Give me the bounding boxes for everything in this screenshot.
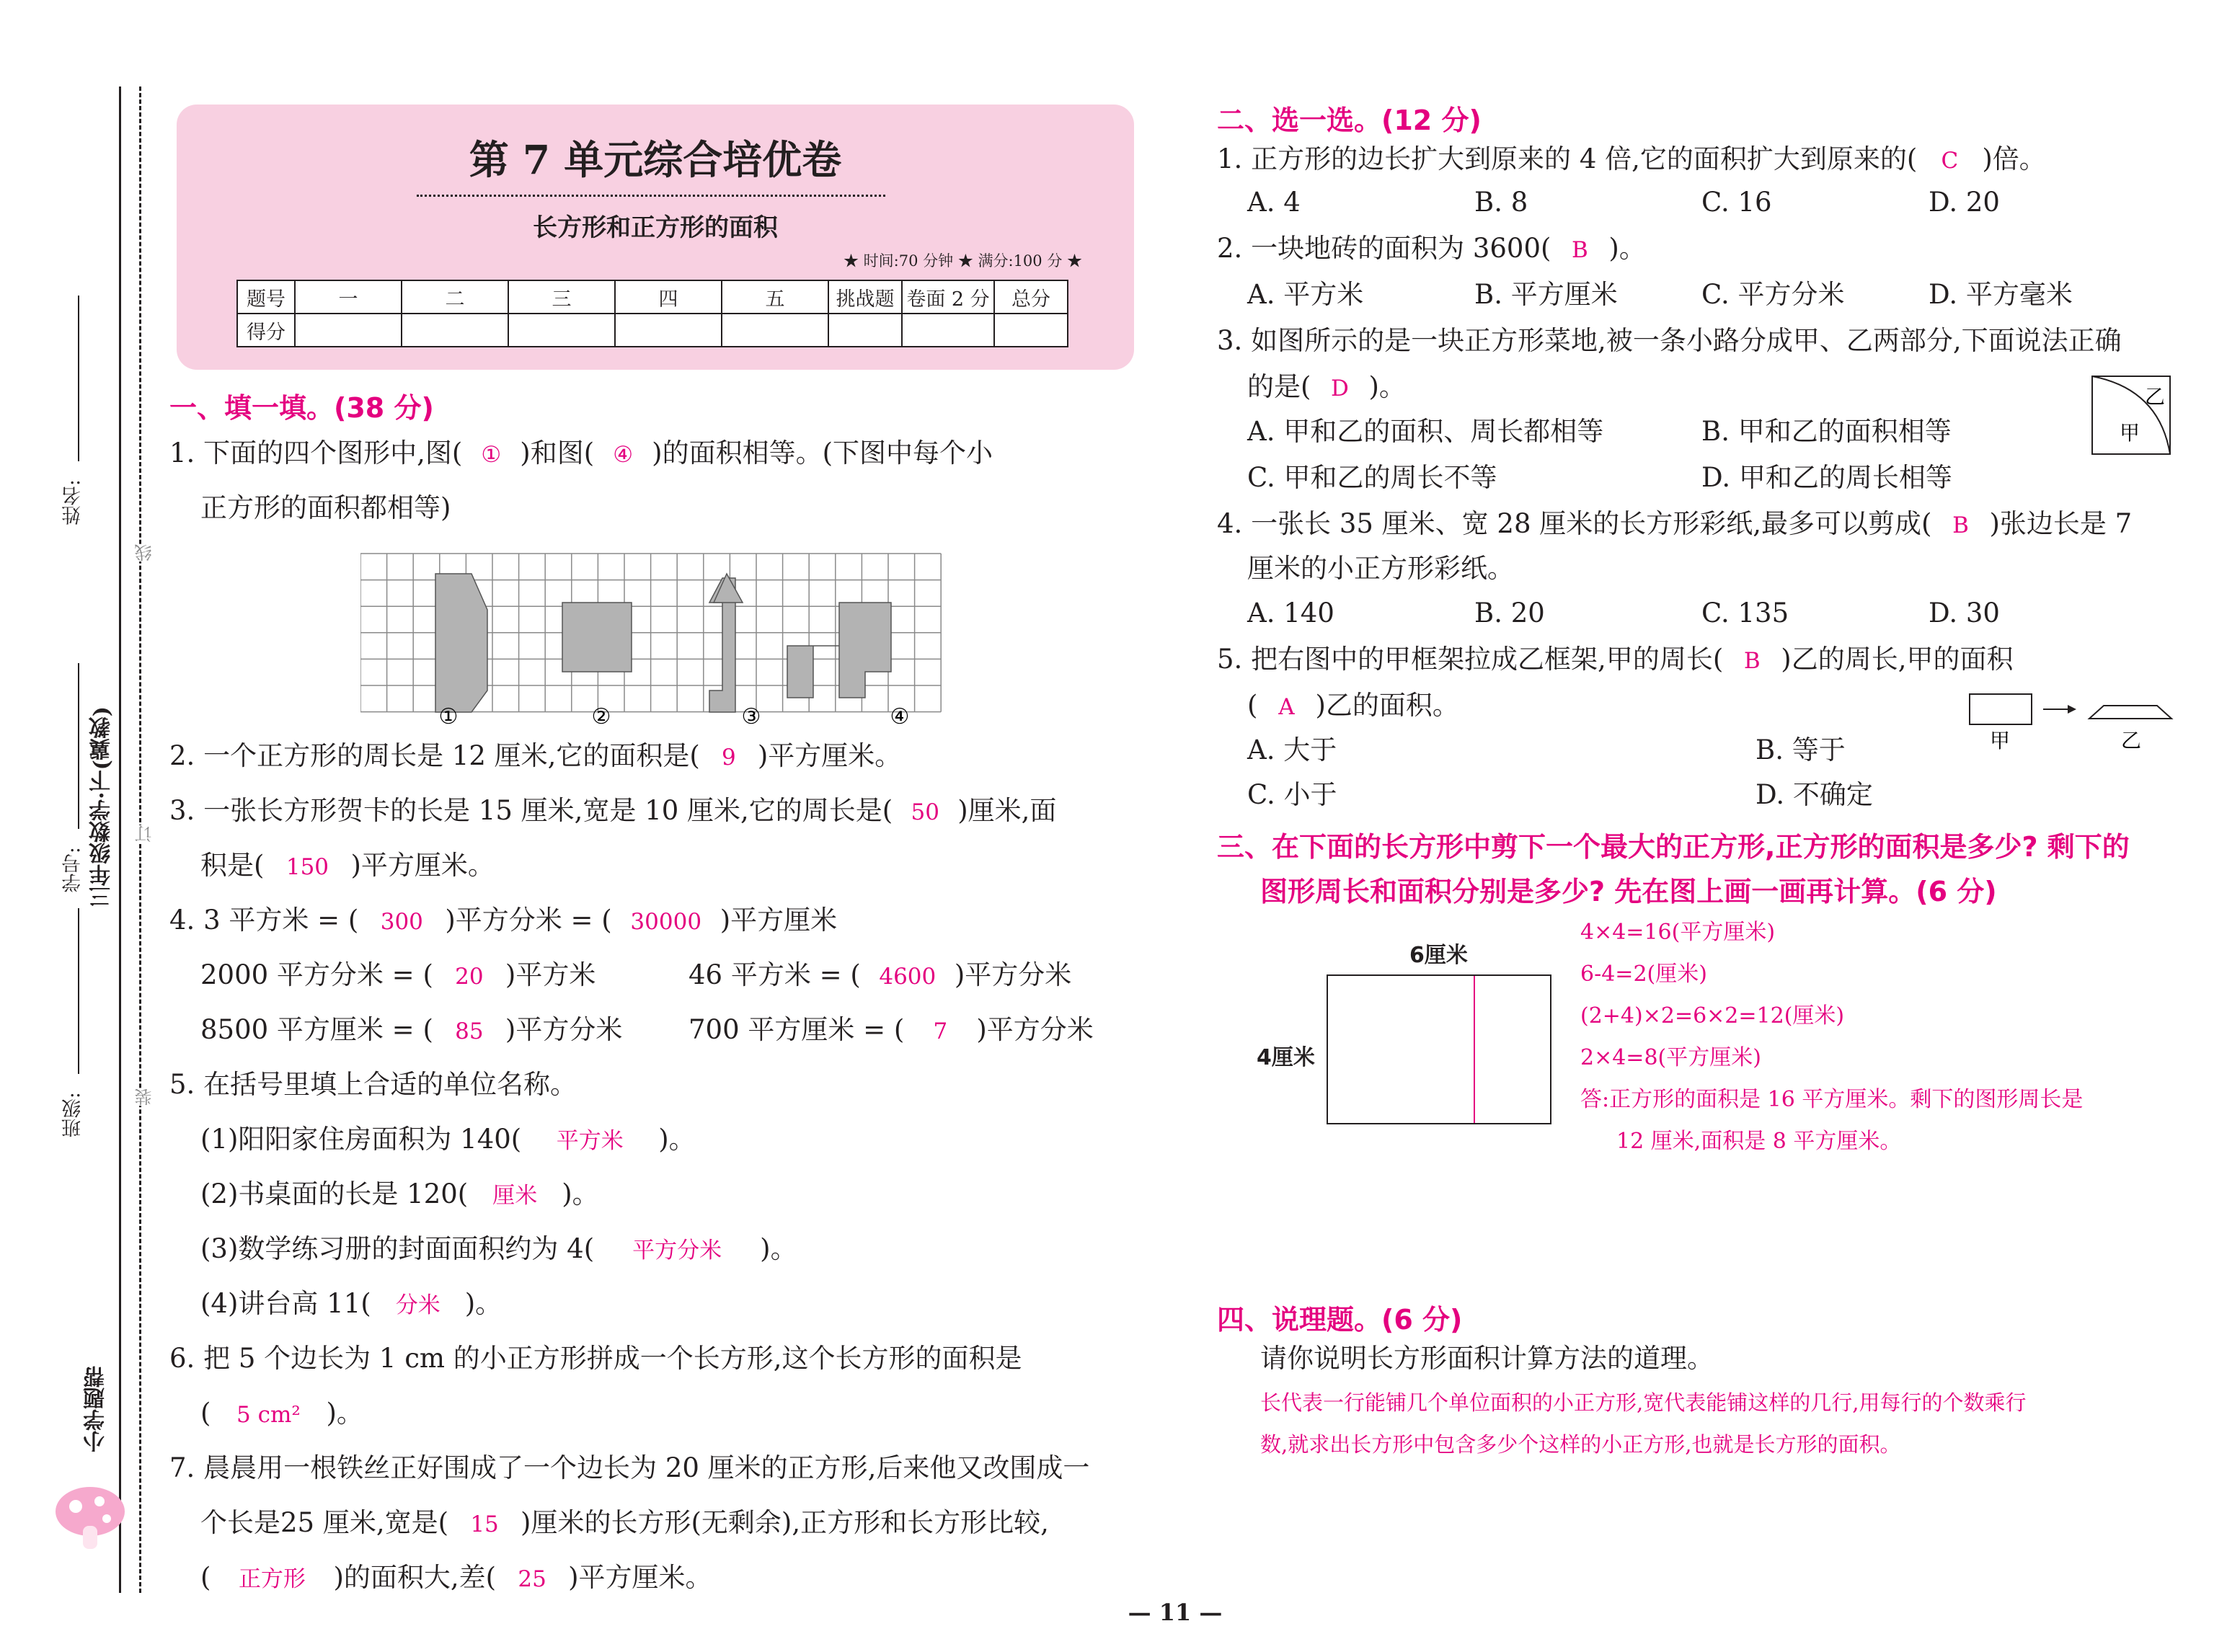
reasoning-answer: 长代表一行能铺几个单位面积的小正方形,宽代表能铺这样的几行,用每行的个数乘行: [1260, 1390, 2027, 1415]
option: C. 小于: [1247, 779, 1337, 810]
option: A. 甲和乙的面积、周长都相等: [1247, 416, 1604, 447]
grid-label: ③: [741, 704, 761, 727]
answer: 7: [933, 1018, 948, 1044]
question-7-line2: 个长是25 厘米,宽是( 15 )厘米的长方形(无剩余),正方形和长方形比较,: [200, 1506, 1049, 1541]
choice-question-2: 2. 一块地砖的面积为 3600( B )。: [1217, 232, 1646, 267]
grid-label: ②: [591, 704, 611, 727]
score-cell: 总分: [994, 280, 1068, 314]
question-5-1: (1)阳阳家住房面积为 140( 平方米 )。: [200, 1123, 696, 1158]
question-5: 5. 在括号里填上合适的单位名称。: [169, 1069, 577, 1100]
shape-4: [787, 603, 891, 698]
score-input[interactable]: [402, 314, 508, 347]
frame-figure: [1968, 688, 2177, 760]
question-3-line2: 积是( 150 )平方厘米。: [200, 849, 495, 884]
score-cell: 二: [402, 280, 508, 314]
score-input[interactable]: [295, 314, 402, 347]
score-cell: 题号: [237, 280, 295, 314]
answer: B: [1743, 648, 1761, 674]
answer: 9: [722, 745, 736, 771]
grid-label: ④: [890, 704, 910, 727]
option: B. 20: [1474, 598, 1545, 629]
id-label: 学号:: [62, 847, 84, 893]
id-underline: [78, 663, 79, 829]
answer: 25: [518, 1566, 546, 1592]
score-input[interactable]: [902, 314, 994, 347]
reasoning-question: 请你说明长方形面积计算方法的道理。: [1260, 1343, 1714, 1374]
answer: B: [1952, 512, 1969, 538]
answer: C: [1941, 148, 1959, 174]
question-1: 1. 下面的四个图形中,图( ① )和图( ④ )的面积相等。(下图中每个小: [169, 437, 993, 471]
vegetable-field-figure: [2091, 375, 2174, 458]
answer: 平方米: [556, 1128, 624, 1154]
mushroom-logo-icon: [50, 1481, 130, 1553]
question-5-3: (3)数学练习册的封面面积约为 4( 平方分米 )。: [200, 1233, 797, 1267]
answer: 30000: [630, 909, 702, 935]
score-input[interactable]: [828, 314, 902, 347]
book-label: 三年级数学·下(冀教): [87, 706, 118, 907]
score-cell: 四: [615, 280, 722, 314]
work-line: 2×4=8(平方厘米): [1580, 1045, 1761, 1070]
answer: ④: [613, 442, 634, 468]
figure-label-jia: 甲: [2120, 421, 2140, 445]
answer: ①: [481, 442, 502, 468]
question-6-line2: ( 5 cm² )。: [200, 1397, 363, 1431]
class-underline: [78, 908, 79, 1074]
score-cell: 卷面 2 分: [902, 280, 994, 314]
page-subtitle: 长方形和正方形的面积: [533, 213, 778, 242]
option: C. 135: [1701, 598, 1789, 629]
score-cell: 挑战题: [828, 280, 902, 314]
work-line: 6-4=2(厘米): [1580, 962, 1707, 987]
option: A. 4: [1247, 187, 1301, 218]
section-heading: 三、在下面的长方形中剪下一个最大的正方形,正方形的面积是多少? 剩下的: [1217, 831, 2130, 863]
question-2: 2. 一个正方形的周长是 12 厘米,它的面积是( 9 )平方厘米。: [169, 740, 901, 774]
answer: 分米: [395, 1292, 440, 1318]
score-input[interactable]: [508, 314, 615, 347]
rect-top-label: 6厘米: [1409, 943, 1468, 968]
option: D. 甲和乙的周长相等: [1701, 462, 1952, 493]
option: D. 30: [1929, 598, 2000, 629]
answer: 85: [455, 1018, 484, 1044]
bind-line-label: 装: [132, 1088, 157, 1106]
choice-question-4-line2: 厘米的小正方形彩纸。: [1247, 553, 1514, 584]
shaded-shapes: [435, 574, 891, 712]
choice-question-5: 5. 把右图中的甲框架拉成乙框架,甲的周长( B )乙的周长,甲的面积: [1217, 643, 2013, 678]
reasoning-answer-line2: 数,就求出长方形中包含多少个这样的小正方形,也就是长方形的面积。: [1260, 1432, 1901, 1457]
class-label: 班级:: [62, 1092, 84, 1138]
cut-rectangle: [1327, 974, 1551, 1124]
question-7: 7. 晨晨用一根铁丝正好围成了一个边长为 20 厘米的正方形,后来他又改围成一: [169, 1452, 1090, 1483]
question-4-row3-left: 8500 平方厘米 = ( 85 )平方分米: [200, 1013, 622, 1048]
question-5-4: (4)讲台高 11( 分米 )。: [200, 1287, 502, 1322]
name-underline: [78, 296, 79, 461]
option: B. 甲和乙的面积相等: [1701, 416, 1952, 447]
score-cell: 五: [722, 280, 828, 314]
question-7-line3: ( 正方形 )的面积大,差( 25 )平方厘米。: [200, 1561, 712, 1596]
question-6: 6. 把 5 个边长为 1 cm 的小正方形拼成一个长方形,这个长方形的面积是: [169, 1343, 1022, 1374]
choice-question-3: 3. 如图所示的是一块正方形菜地,被一条小路分成甲、乙两部分,下面说法正确: [1217, 325, 2122, 356]
page-title: 第 7 单元综合培优卷: [469, 136, 842, 183]
work-answer-line2: 12 厘米,面积是 8 平方厘米。: [1616, 1129, 1902, 1154]
option: D. 20: [1929, 187, 2000, 218]
shape-2: [562, 603, 632, 672]
score-cell: 得分: [237, 314, 295, 347]
choice-question-1: 1. 正方形的边长扩大到原来的 4 倍,它的面积扩大到原来的( C )倍。: [1217, 143, 2046, 177]
figure-label-jia: 甲: [1990, 729, 2011, 752]
section-heading: 四、说理题。(6 分): [1217, 1304, 1463, 1336]
choice-question-4: 4. 一张长 35 厘米、宽 28 厘米的长方形彩纸,最多可以剪成( B )张边长是 7: [1217, 507, 2132, 542]
option: A. 平方米: [1247, 279, 1364, 310]
answer: 50: [911, 799, 939, 825]
score-cell: 一: [295, 280, 402, 314]
option: C. 平方分米: [1701, 279, 1845, 310]
work-line: (2+4)×2=6×2=12(厘米): [1580, 1003, 1845, 1029]
choice-question-3-line2: 的是( D )。: [1247, 370, 1406, 405]
question-4-row2-left: 2000 平方分米 = ( 20 )平方米: [200, 959, 596, 993]
question-4: 4. 3 平方米 = ( 300 )平方分米 = ( 30000 )平方厘米: [169, 904, 837, 938]
answer: 4600: [879, 964, 937, 990]
option: C. 16: [1701, 187, 1772, 218]
score-input[interactable]: [722, 314, 828, 347]
figure-label-yi: 乙: [2121, 729, 2142, 752]
title-divider: [417, 195, 885, 197]
exam-meta: ★ 时间:70 分钟 ★ 满分:100 分 ★: [844, 252, 1083, 270]
score-input[interactable]: [615, 314, 722, 347]
question-4-row3-right: 700 平方厘米 = ( 7 )平方分米: [689, 1013, 1094, 1048]
answer: 20: [455, 964, 484, 990]
cut-line-label: 线: [132, 544, 157, 561]
figure-label-yi: 乙: [2145, 385, 2166, 409]
option: A. 大于: [1247, 734, 1337, 765]
answer: D: [1331, 376, 1349, 401]
score-table: [236, 280, 1068, 347]
work-answer: 答:正方形的面积是 16 平方厘米。剩下的图形周长是: [1580, 1087, 2084, 1112]
answer: 300: [380, 909, 423, 935]
square-cut-line: [1474, 976, 1475, 1123]
page-number: — 11 —: [1128, 1599, 1223, 1626]
option: B. 平方厘米: [1474, 279, 1618, 310]
staple-line-label: 订: [132, 825, 157, 843]
section-heading: 一、填一填。(38 分): [169, 392, 434, 424]
answer: 厘米: [492, 1183, 538, 1209]
option: B. 8: [1474, 187, 1528, 218]
answer: 平方分米: [632, 1238, 722, 1264]
work-line: 4×4=16(平方厘米): [1580, 920, 1776, 945]
option: A. 140: [1247, 598, 1334, 629]
question-4-row2-right: 46 平方米 = ( 4600 )平方分米: [689, 959, 1071, 993]
question-5-2: (2)书桌面的长是 120( 厘米 )。: [200, 1178, 599, 1212]
answer: B: [1572, 237, 1588, 263]
answer: 5 cm²: [236, 1402, 301, 1428]
section-heading-line2: 图形周长和面积分别是多少? 先在图上画一画再计算。(6 分): [1260, 876, 1997, 907]
question-1-line2: 正方形的面积都相等): [200, 492, 451, 523]
shape-labels: [439, 704, 910, 727]
binding-line-solid: [119, 86, 121, 1593]
answer: 150: [285, 854, 329, 880]
rect-left-label: 4厘米: [1257, 1045, 1315, 1070]
score-cell: 三: [508, 280, 615, 314]
option: D. 平方毫米: [1929, 279, 2073, 310]
option: C. 甲和乙的周长不等: [1247, 462, 1497, 493]
option: D. 不确定: [1756, 779, 1873, 810]
answer: 15: [470, 1511, 499, 1537]
brand-label: 小学题帮: [81, 1366, 112, 1452]
question-3: 3. 一张长方形贺卡的长是 15 厘米,宽是 10 厘米,它的周长是( 50 )厘米,面: [169, 794, 1056, 829]
score-input[interactable]: [994, 314, 1068, 347]
section-heading: 二、选一选。(12 分): [1217, 105, 1482, 136]
answer: A: [1278, 694, 1295, 720]
grid-figure: [360, 549, 942, 727]
shape-1: [435, 574, 487, 712]
option: B. 等于: [1756, 734, 1846, 765]
answer: 正方形: [238, 1566, 306, 1592]
grid-label: ①: [438, 704, 459, 727]
choice-question-5-line2: ( A )乙的面积。: [1247, 689, 1459, 724]
name-label: 姓名:: [62, 479, 84, 525]
